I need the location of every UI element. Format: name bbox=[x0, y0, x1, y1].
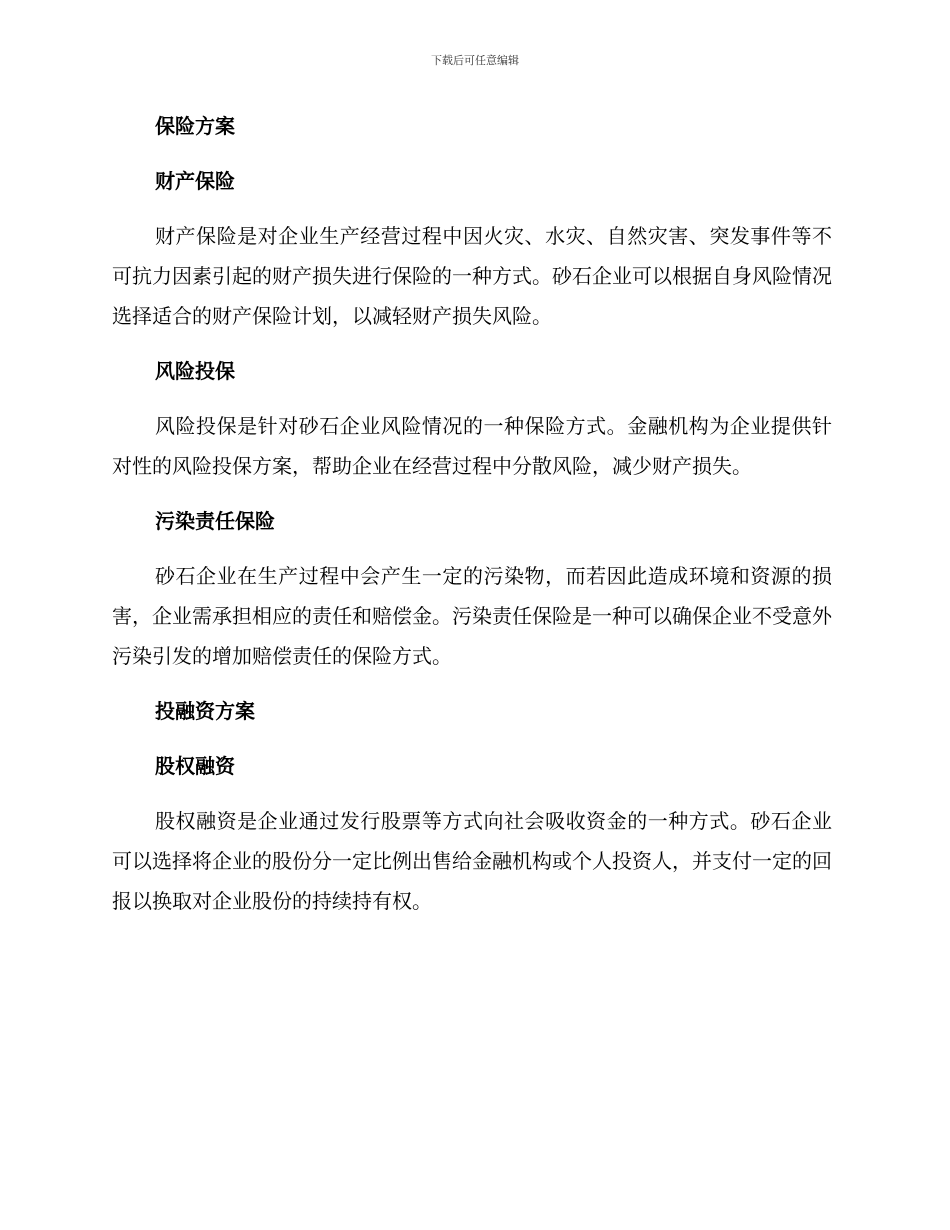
subheading-pollution-liability: 污染责任保险 bbox=[155, 509, 275, 533]
section-heading-financing-plan: 投融资方案 bbox=[155, 699, 255, 723]
subheading-risk-insurance: 风险投保 bbox=[155, 359, 235, 383]
paragraph-equity-financing: 股权融资是企业通过发行股票等方式向社会吸收资金的一种方式。砂石企业可以选择将企业的股份分一定比例出售给金融机构或个人投资人，并支付一定的回报以换取对企业股份的持续持有权。 bbox=[112, 809, 832, 913]
subheading-equity-financing: 股权融资 bbox=[155, 754, 235, 778]
paragraph-property-insurance: 财产保险是对企业生产经营过程中因火灾、水灾、自然灾害、突发事件等不可抗力因素引起的财产损失进行保险的一种方式。砂石企业可以根据自身风险情况选择适合的财产保险计划，以减轻财产损失风险。 bbox=[112, 224, 832, 328]
section-heading-insurance-plan: 保险方案 bbox=[155, 114, 235, 138]
paragraph-risk-insurance: 风险投保是针对砂石企业风险情况的一种保险方式。金融机构为企业提供针对性的风险投保方案，帮助企业在经营过程中分散风险，减少财产损失。 bbox=[112, 414, 832, 478]
document-body bbox=[112, 106, 832, 936]
paragraph-pollution-liability: 砂石企业在生产过程中会产生一定的污染物，而若因此造成环境和资源的损害，企业需承担相应的责任和赔偿金。污染责任保险是一种可以确保企业不受意外污染引发的增加赔偿责任的保险方式。 bbox=[112, 564, 832, 668]
page-header-note: 下载后可任意编辑 bbox=[431, 54, 519, 67]
subheading-property-insurance: 财产保险 bbox=[155, 169, 235, 193]
